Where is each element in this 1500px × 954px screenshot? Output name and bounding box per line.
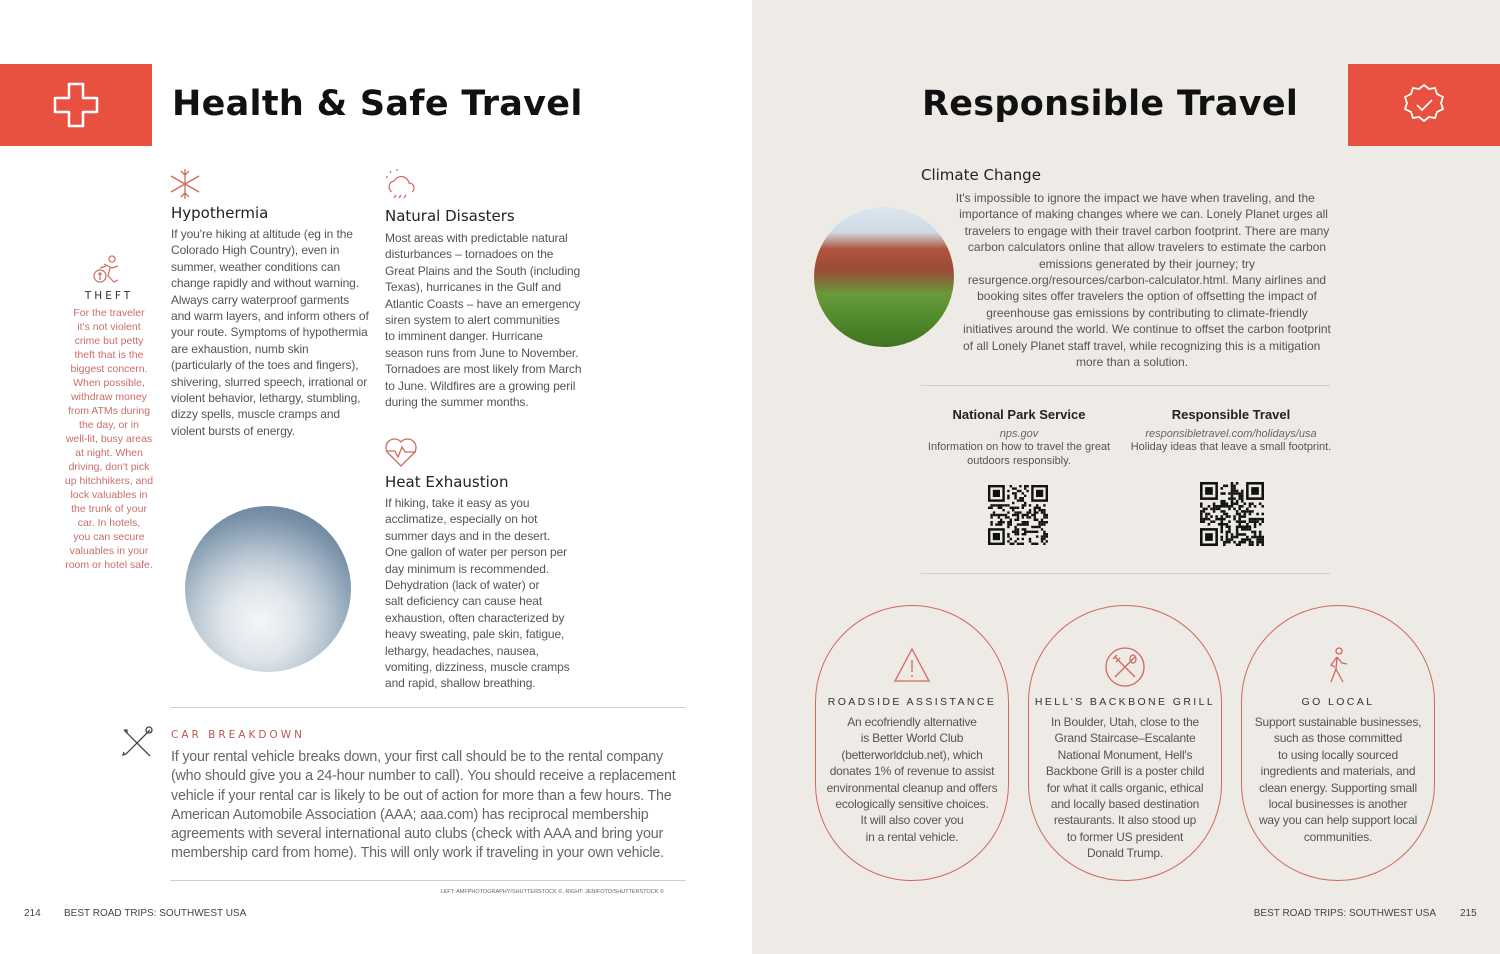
divider — [170, 880, 686, 881]
resource-desc: Information on how to travel the great outdoors responsibly. — [927, 441, 1111, 467]
tip-title: GO LOCAL — [1301, 696, 1375, 708]
fork-spoon-icon — [1104, 646, 1146, 688]
heat-exhaustion-title: Heat Exhaustion — [385, 473, 509, 491]
tip-body: Support sustainable businesses, such as those committed to using locally sourced ingredients and materials, and clean energy. Supporting small local businesses is another way you can help support local communities. — [1254, 715, 1422, 844]
divider — [170, 707, 686, 708]
theft-title: THEFT — [84, 290, 134, 302]
qr-code-nps[interactable] — [988, 485, 1048, 545]
divider — [921, 385, 1330, 386]
tip-body: In Boulder, Utah, close to the Grand Staircase–Escalante National Monument, Hell's Backbone Grill is a poster child for what it calls organic, ethical and locally based destination restaurants. It also stood up to former US president Donald Trump. — [1045, 715, 1205, 861]
page-number: 214 — [24, 908, 41, 919]
resource-title: National Park Service — [952, 407, 1086, 422]
walking-person-icon — [1323, 646, 1353, 686]
snowflake-icon — [168, 168, 202, 200]
hypothermia-body: If you're hiking at altitude (eg in the Colorado High Country), even in summer, weather conditions can change rapidly and without warning. Always carry waterproof garments and warm layers, and inform others of your route. Symptoms of hypothermia are exhaustion, numb skin (particularly of the toes and fingers), shivering, slurred speech, irrational or violent behavior, lethargy, stumbling, dizzy spells, muscle cramps and violent bursts of energy. — [171, 227, 369, 438]
storm-cloud-icon — [384, 168, 420, 202]
heart-pulse-icon — [384, 436, 418, 468]
running-title: BEST ROAD TRIPS: SOUTHWEST USA — [64, 908, 247, 919]
tip-roadside-assistance — [815, 605, 1009, 881]
car-breakdown-title: CAR BREAKDOWN — [171, 729, 305, 741]
tip-hells-backbone-grill — [1028, 605, 1222, 881]
theft-icon — [92, 254, 124, 286]
resource-responsible-travel — [1126, 407, 1336, 454]
qr-code-responsible-travel[interactable] — [1200, 482, 1264, 546]
divider — [921, 573, 1330, 574]
hypothermia-title: Hypothermia — [171, 204, 269, 222]
photo-credit: LEFT: AMFPHOTOGRAPHY/SHUTTERSTOCK ©, RIGHT: JENIFOTO/SHUTTERSTOCK © — [440, 889, 664, 895]
climate-change-text: It's impossible to ignore the impact we have when traveling, and the importance of making changes where we can. Lonely Planet urges all travelers to engage with their travel carbon footprint. There are many carbon calculators online that allow travelers to estimate the carbon emissions generated by their journey; try resurgence.org/resources/carbon-calculator.html. Many airlines and booking sites offer travelers the option of offsetting the impact of greenhouse gas emissions by contributing to climate-friendly initiatives around the world. We continue to offset the carbon footprint of all Lonely Planet staff travel, while recognizing this is a mitigation more than a solution. — [955, 191, 1331, 370]
clouds-photo — [185, 506, 351, 672]
resource-desc: Holiday ideas that leave a small footprint. — [1130, 441, 1332, 453]
page-title: Health & Safe Travel — [172, 84, 583, 124]
medical-cross-icon — [51, 80, 101, 130]
resource-title: Responsible Travel — [1171, 407, 1291, 422]
page-title: Responsible Travel — [922, 84, 1299, 124]
health-header-badge — [0, 64, 152, 146]
page-number: 215 — [1460, 908, 1477, 919]
climate-change-title: Climate Change — [921, 166, 1041, 184]
resource-link[interactable]: responsibletravel.com/holidays/usa — [1145, 428, 1317, 440]
resource-nps — [914, 407, 1124, 468]
theft-body: For the traveler it's not violent crime but petty theft that is the biggest concern. When possible, withdraw money from ATMs during the day, or in well-lit, busy areas at night. When driving, don't pick up hitchhikers, and lock valuables in the trunk of your car. In hotels, you can secure valuables in your room or hotel safe. — [64, 307, 154, 571]
car-breakdown-body: If your rental vehicle breaks down, your first call should be to the rental company (who should give you a 24-hour number to call). You should receive a replacement vehicle if your rental car is likely to be out of action for more than a few hours. The American Automobile Association (AAA; aaa.com) has reciprocal membership agreements with several international auto clubs (check with AAA and bring your membership card from home). This will only work if traveling in your own vehicle. — [171, 749, 676, 862]
responsible-header-badge — [1348, 64, 1500, 146]
natural-disasters-title: Natural Disasters — [385, 207, 515, 225]
tip-title: HELL'S BACKBONE GRILL — [1034, 696, 1216, 708]
tip-title: ROADSIDE ASSISTANCE — [827, 696, 997, 708]
tools-icon — [120, 726, 154, 758]
natural-disasters-body: Most areas with predictable natural disturbances – tornadoes on the Great Plains and the South (including Texas), hurricanes in the Gulf and Atlantic Coasts – have an emergency siren system to alert communities to imminent danger. Hurricane season runs from June to November. Tornadoes are most likely from March to June. Wildfires are a growing peril during the summer months. — [385, 231, 582, 410]
heat-exhaustion-body: If hiking, take it easy as you acclimatize, especially on hot summer days and in the desert. One gallon of water per person per day minimum is recommended. Dehydration (lack of water) or salt deficiency can cause heat exhaustion, often characterized by heavy sweating, pale skin, fatigue, lethargy, headaches, nausea, vomiting, dizziness, muscle cramps and rapid, shallow breathing. — [385, 496, 570, 691]
tip-body: An ecofriendly alternative is Better World Club (betterworldclub.net), which donates 1% of revenue to assist environmental cleanup and offers ecologically sensitive choices. It will also cover you in a rental vehicle. — [826, 715, 998, 844]
warning-icon — [892, 646, 932, 684]
resource-link[interactable]: nps.gov — [999, 428, 1039, 440]
tip-go-local — [1241, 605, 1435, 881]
verified-badge-icon — [1401, 82, 1447, 128]
climate-change-body — [812, 190, 1332, 370]
running-title: BEST ROAD TRIPS: SOUTHWEST USA — [1253, 908, 1436, 919]
